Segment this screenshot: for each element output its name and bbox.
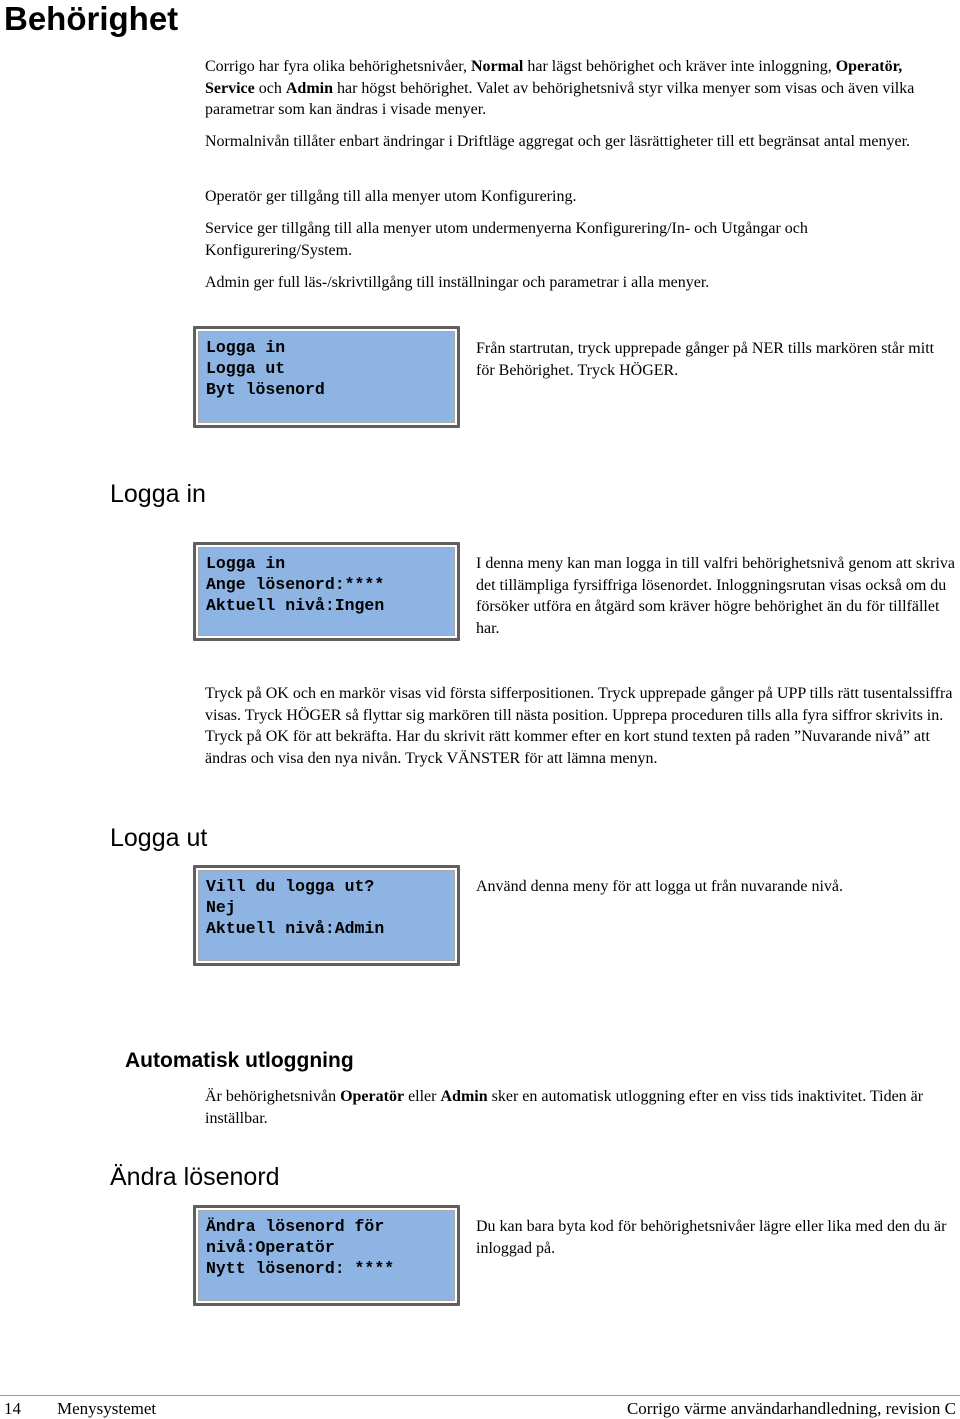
service-level-paragraph: Service ger tillgång till alla menyer utom undermenyerna Konfigurering/In- och Utgångar och Konfigurering/System. xyxy=(205,220,808,259)
login-note: I denna meny kan man logga in till valfri behörighetsnivå genom att skriva det tillämpliga fyrsiffriga lösenordet. Inloggningsrutan visas också om du försöker utföra en åtgärd som kräver högre behörighet än du för tillfället har. xyxy=(476,555,955,637)
logout-note: Använd denna meny för att logga ut från nuvarande nivå. xyxy=(476,878,843,895)
lcd-display-change-password xyxy=(193,1205,460,1306)
section-heading-login: Logga in xyxy=(110,480,206,508)
footer-doc-title: Corrigo värme användarhandledning, revision C xyxy=(626,1399,956,1418)
access-menu-note: Från startrutan, tryck upprepade gånger på NER tills markören står mitt för Behörighet. Tryck HÖGER. xyxy=(476,340,935,379)
operator-level-paragraph: Operatör ger tillgång till alla menyer utom Konfigurering. xyxy=(205,188,577,205)
section-heading-change-password: Ändra lösenord xyxy=(110,1163,280,1191)
lcd-display-login xyxy=(193,542,460,641)
lcd-line: Ändra lösenord för xyxy=(206,1217,385,1236)
auto-logout-paragraph: Är behörighetsnivån Operatör eller Admin sker en automatisk utloggning efter en viss tids inaktivitet. Tiden är inställbar. xyxy=(205,1088,924,1127)
lcd-display-logout xyxy=(193,865,460,966)
lcd-line: Logga ut xyxy=(206,359,286,378)
section-heading-auto-logout: Automatisk utloggning xyxy=(125,1049,354,1072)
normal-level-paragraph: Normalnivån tillåter enbart ändringar i Driftläge aggregat och ger läsrättigheter till ett begränsat antal menyer. xyxy=(205,133,911,150)
lcd-line: Ange lösenord:**** xyxy=(206,575,385,594)
footer-page-number: 14 xyxy=(4,1399,21,1418)
lcd-line: Byt lösenord xyxy=(206,380,325,399)
lcd-line: Logga in xyxy=(206,338,286,357)
section-heading-logout: Logga ut xyxy=(110,824,208,852)
footer-divider xyxy=(0,1395,960,1396)
login-instructions: Tryck på OK och en markör visas vid första sifferpositionen. Tryck upprepade gånger på UPP tills rätt tusentalssiffra visas. Tryck HÖGER så flyttar sig markören till nästa position. Upprepa proceduren tills alla fyra siffror skrivits in. Tryck på OK för att bekräfta. Har du skrivit rätt kommer efter en kort stund texten på raden ”Nuvarande nivå” att ändras och visa den nya nivån. Tryck VÄNSTER för att lämna menyn. xyxy=(205,685,953,767)
lcd-line: Aktuell nivå:Admin xyxy=(206,919,385,938)
admin-level-paragraph: Admin ger full läs-/skrivtillgång till inställningar och parametrar i alla menyer. xyxy=(205,274,710,291)
footer-section: Menysystemet xyxy=(57,1399,157,1418)
lcd-line: Nej xyxy=(206,898,236,917)
change-password-note: Du kan bara byta kod för behörighetsnivåer lägre eller lika med den du är inloggad på. xyxy=(476,1218,947,1257)
lcd-display-access-menu xyxy=(193,326,460,428)
lcd-line: Logga in xyxy=(206,554,286,573)
lcd-line: Nytt lösenord: **** xyxy=(206,1259,395,1278)
lcd-line: Aktuell nivå:Ingen xyxy=(206,596,385,615)
intro-paragraph: Corrigo har fyra olika behörighetsnivåer, Normal har lägst behörighet och kräver inte inloggning, Operatör, Service och Admin har högst behörighet. Valet av behörighetsnivå styr vilka menyer som visas och även vilka parametrar som kan ändras i visade menyer. xyxy=(205,58,915,118)
lcd-line: Vill du logga ut? xyxy=(206,877,375,896)
page-title: Behörighet xyxy=(4,0,179,37)
lcd-line: nivå:Operatör xyxy=(206,1238,335,1257)
